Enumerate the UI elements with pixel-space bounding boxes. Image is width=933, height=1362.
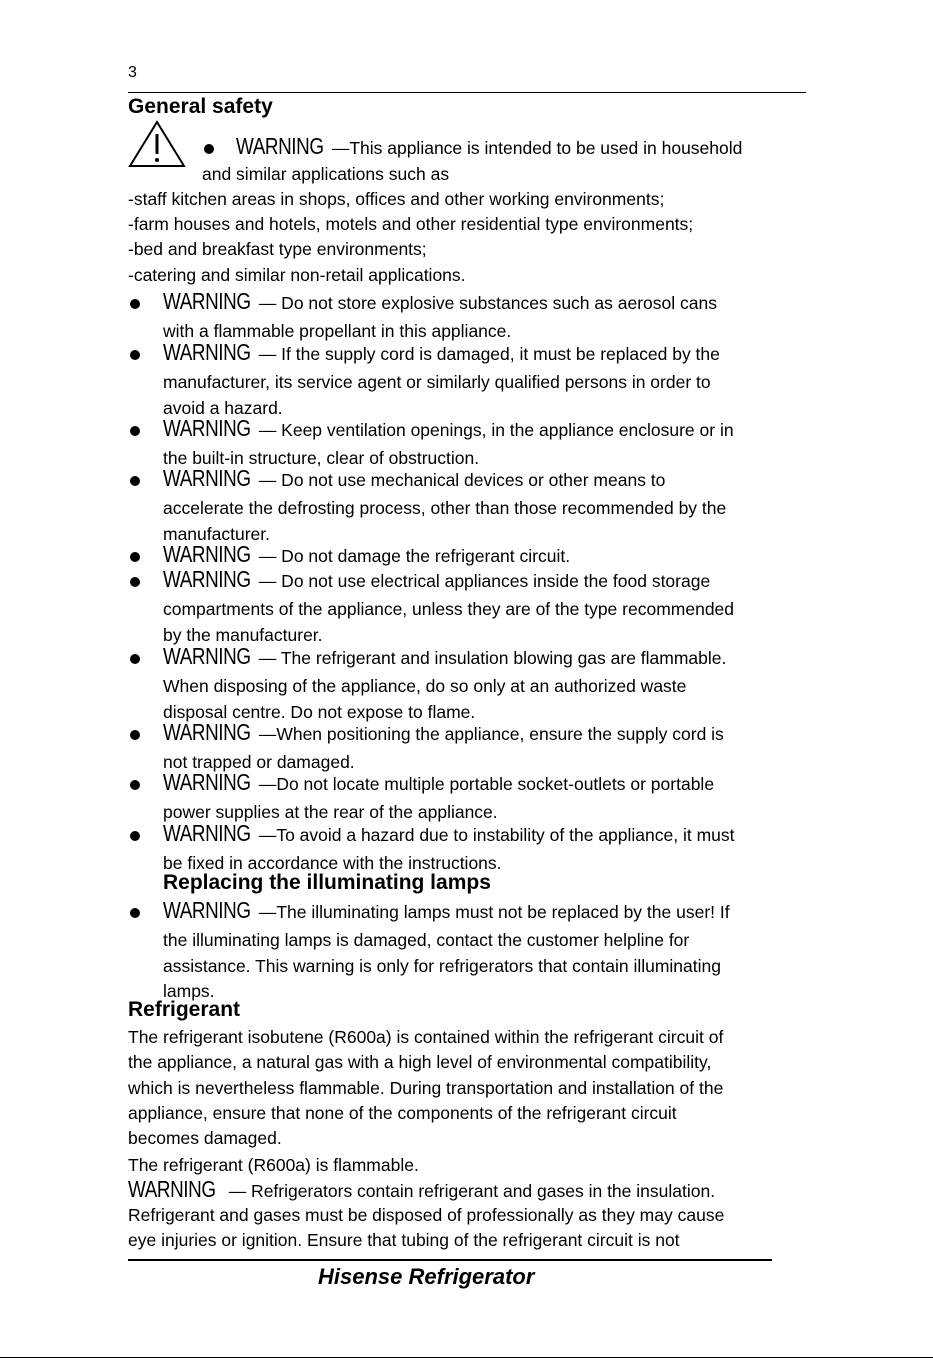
footer-brand: Hisense Refrigerator — [318, 1264, 535, 1289]
page-number: 3 — [128, 64, 137, 81]
paragraph-line: which is nevertheless flammable. During transportation and installation of the — [128, 1077, 724, 1098]
warning-text: — Do not store explosive substances such as aerosol cans — [258, 293, 717, 313]
warning-first-line — [163, 719, 724, 746]
warning-word: WARNING — [163, 820, 251, 846]
warning-word: WARNING — [163, 415, 251, 441]
bullet — [130, 730, 140, 740]
warning-first-line — [163, 541, 570, 568]
use-line: -bed and breakfast type environments; — [128, 239, 427, 259]
warning-word: WARNING — [163, 769, 251, 795]
warning-first-line — [163, 415, 734, 442]
bullet — [130, 426, 140, 436]
warning-continuation: assistance. This warning is only for refrigerators that contain illuminating — [163, 955, 721, 976]
warning-word: WARNING — [163, 288, 251, 314]
use-line: -catering and similar non-retail applications. — [128, 265, 466, 285]
paragraph-line: becomes damaged. — [128, 1128, 282, 1149]
bullet — [130, 831, 140, 841]
warning-word: WARNING — [163, 339, 251, 365]
warning-text: — If the supply cord is damaged, it must be replaced by the — [258, 344, 720, 364]
use-line: -farm houses and hotels, motels and other residential type environments; — [128, 214, 694, 234]
warning-first-line — [163, 288, 717, 315]
bullet — [130, 780, 140, 790]
bullet — [130, 476, 140, 486]
bullet — [130, 908, 140, 918]
warning-text: — Do not use mechanical devices or other means to — [258, 470, 666, 490]
warning-continuation: by the manufacturer. — [163, 624, 323, 645]
warning-word: WARNING — [163, 897, 251, 923]
bullet — [130, 654, 140, 664]
paragraph-line: appliance, ensure that none of the components of the refrigerant circuit — [128, 1102, 677, 1123]
intro-warning-line — [236, 133, 742, 160]
warning-text: —To avoid a hazard due to instability of the appliance, it must — [258, 825, 735, 845]
warning-triangle-icon — [128, 120, 186, 168]
warning-text: — Do not damage the refrigerant circuit. — [258, 546, 571, 566]
intro-text-2: and similar applications such as — [202, 164, 450, 184]
refrigerant-warning-line — [128, 1176, 715, 1203]
warning-first-line — [163, 769, 714, 796]
warning-word: WARNING — [163, 719, 251, 745]
warning-first-line — [163, 465, 665, 492]
page-edge — [0, 1357, 933, 1358]
bullet — [204, 144, 214, 154]
heading-refrigerant: Refrigerant — [128, 998, 241, 1021]
top-rule — [128, 92, 806, 93]
warning-word: WARNING — [128, 1176, 216, 1202]
warning-word: WARNING — [163, 541, 251, 567]
warning-continuation: disposal centre. Do not expose to flame. — [163, 701, 476, 722]
warning-continuation: power supplies at the rear of the appliance. — [163, 802, 498, 823]
warning-first-line — [163, 339, 720, 366]
warning-text: — The refrigerant and insulation blowing gas are flammable. — [258, 648, 727, 668]
heading-replacing-lamps: Replacing the illuminating lamps — [163, 871, 491, 894]
warning-first-line — [163, 897, 730, 924]
warning-continuation: the illuminating lamps is damaged, contact the customer helpline for — [163, 930, 690, 951]
warning-continuation: compartments of the appliance, unless they are of the type recommended — [163, 599, 735, 620]
bullet — [130, 552, 140, 562]
warning-word: WARNING — [236, 133, 324, 159]
warning-text: —When positioning the appliance, ensure the supply cord is — [258, 724, 724, 744]
warning-continuation: with a flammable propellant in this appliance. — [163, 321, 512, 342]
warning-continuation: manufacturer. — [163, 523, 270, 544]
warning-word: WARNING — [163, 566, 251, 592]
warning-continuation: the built-in structure, clear of obstruction. — [163, 448, 480, 469]
warning-continuation: not trapped or damaged. — [163, 752, 355, 773]
paragraph-line: the appliance, a natural gas with a high level of environmental compatibility, — [128, 1052, 712, 1073]
flammable-line: The refrigerant (R600a) is flammable. — [128, 1155, 419, 1175]
bullet — [130, 299, 140, 309]
warning-continuation: manufacturer, its service agent or similarly qualified persons in order to — [163, 372, 711, 393]
intro-text: —This appliance is intended to be used in household — [331, 138, 743, 158]
warning-continuation: be fixed in accordance with the instructions. — [163, 853, 502, 874]
warning-first-line — [163, 820, 735, 847]
warning-text: —The illuminating lamps must not be replaced by the user! If — [258, 902, 730, 922]
warning-continuation: avoid a hazard. — [163, 397, 283, 418]
paragraph-line: The refrigerant isobutene (R600a) is contained within the refrigerant circuit of — [128, 1027, 724, 1047]
use-line: -staff kitchen areas in shops, offices and other working environments; — [128, 189, 665, 209]
warning-continuation: lamps. — [163, 980, 215, 1001]
paragraph-line: Refrigerant and gases must be disposed of professionally as they may cause — [128, 1205, 725, 1225]
warning-first-line — [163, 566, 710, 593]
warning-text: —Do not locate multiple portable socket-outlets or portable — [258, 774, 715, 794]
bullet — [130, 577, 140, 587]
warning-word: WARNING — [163, 465, 251, 491]
paragraph-line: eye injuries or ignition. Ensure that tubing of the refrigerant circuit is not — [128, 1230, 680, 1251]
warning-word: WARNING — [163, 643, 251, 669]
bottom-rule — [128, 1259, 772, 1261]
warning-first-line — [163, 643, 726, 670]
bullet — [130, 350, 140, 360]
warning-continuation: When disposing of the appliance, do so only at an authorized waste — [163, 676, 687, 697]
warning-text: — Do not use electrical appliances inside the food storage — [258, 571, 711, 591]
warning-continuation: accelerate the defrosting process, other than those recommended by the — [163, 498, 727, 519]
refrigerant-warning-text: — Refrigerators contain refrigerant and gases in the insulation. — [228, 1181, 716, 1201]
warning-text: — Keep ventilation openings, in the appliance enclosure or in — [258, 420, 734, 440]
heading-general-safety: General safety — [128, 95, 273, 118]
